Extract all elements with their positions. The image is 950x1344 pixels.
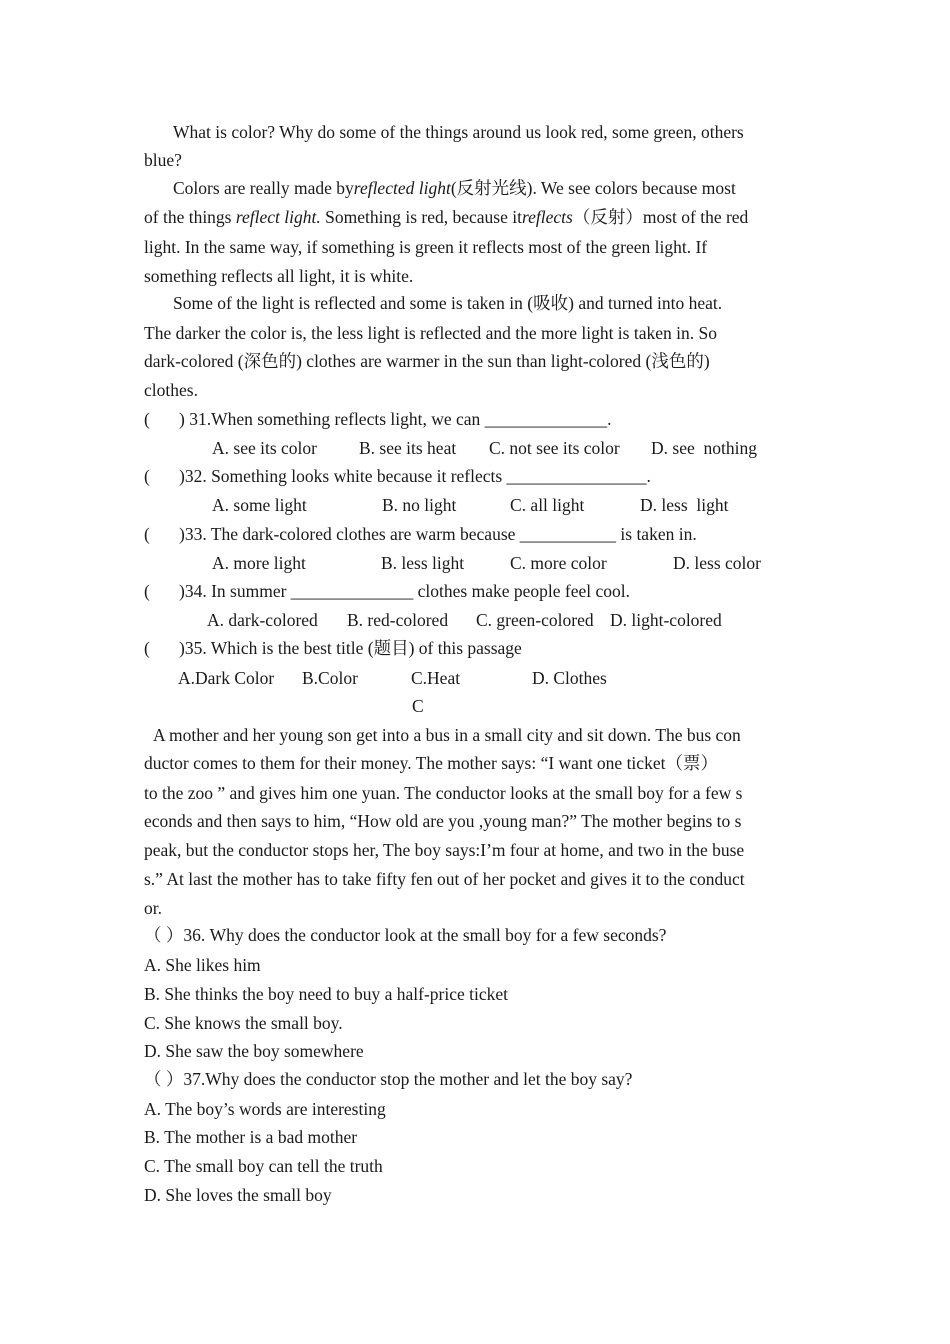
option-a: A. dark-colored	[207, 610, 318, 630]
italic-term: reflected light	[353, 178, 451, 198]
option-b: B. She thinks the boy need to buy a half-price ticket	[144, 984, 509, 1004]
option-a: A. She likes him	[144, 955, 261, 975]
option-d: D. see nothing	[651, 438, 757, 458]
option-a: A. more light	[212, 553, 306, 573]
option-c: C. She knows the small boy.	[144, 1013, 343, 1033]
passage-line: clothes.	[144, 380, 198, 400]
passage-line: light. In the same way, if something is green it reflects most of the green light. If	[144, 237, 708, 257]
option-d: D. Clothes	[532, 668, 607, 688]
answer-paren[interactable]: (	[144, 524, 150, 544]
passage-line	[144, 209, 748, 227]
passage-line: or.	[144, 898, 162, 918]
answer-paren[interactable]: (	[144, 638, 150, 658]
passage-line: dark-colored (深色的) clothes are warmer in the sun than light-colored (浅色的)	[144, 351, 710, 371]
answer-paren[interactable]: (	[144, 466, 150, 486]
question-text: （ ）36. Why does the conductor look at the small boy for a few seconds?	[144, 925, 667, 945]
option-b: B. no light	[382, 495, 457, 515]
question-text: )33. The dark-colored clothes are warm because ___________ is taken in.	[179, 524, 697, 544]
option-a: A. see its color	[212, 438, 317, 458]
text-run: of the things	[144, 207, 236, 227]
question-text: )35. Which is the best title (题目) of this passage	[179, 638, 522, 658]
option-b: B.Color	[302, 668, 358, 688]
text-run: （反射）most of the red	[572, 207, 749, 227]
italic-term: reflect light.	[235, 207, 321, 227]
passage-line: ductor comes to them for their money. The mother says: “I want one ticket（票）	[144, 753, 718, 773]
option-d: D. less light	[640, 495, 729, 515]
option-b: B. red-colored	[347, 610, 449, 630]
passage-line: econds and then says to him, “How old are you ,young man?” The mother begins to s	[144, 811, 742, 831]
passage-line: blue?	[144, 150, 182, 170]
option-a: A. some light	[212, 495, 307, 515]
passage-line: Some of the light is reflected and some is taken in (吸收) and turned into heat.	[173, 293, 723, 313]
text-run: (反射光线). We see colors because most	[450, 178, 736, 198]
option-b: B. The mother is a bad mother	[144, 1127, 358, 1147]
question-text: )34. In summer ______________ clothes make people feel cool.	[179, 581, 631, 601]
question-text: （ ）37.Why does the conductor stop the mother and let the boy say?	[144, 1069, 633, 1089]
option-d: D. She loves the small boy	[144, 1185, 332, 1205]
passage-line: s.” At last the mother has to take fifty fen out of her pocket and gives it to the conduct	[144, 869, 745, 889]
option-c: C. The small boy can tell the truth	[144, 1156, 383, 1176]
passage-line	[173, 180, 736, 198]
passage-line: to the zoo ” and gives him one yuan. The conductor looks at the small boy for a few s	[144, 783, 743, 803]
option-c: C. green-colored	[476, 610, 594, 630]
option-c: C. all light	[510, 495, 585, 515]
passage-line: The darker the color is, the less light is reflected and the more light is taken in. So	[144, 323, 717, 343]
italic-term: reflects	[521, 207, 573, 227]
answer-paren[interactable]: (	[144, 581, 150, 601]
option-b: B. less light	[381, 553, 465, 573]
option-a: A. The boy’s words are interesting	[144, 1099, 386, 1119]
passage-line: What is color? Why do some of the things around us look red, some green, others	[173, 122, 744, 142]
option-d: D. less color	[673, 553, 761, 573]
text-run: Something is red, because it	[320, 207, 522, 227]
question-text: ) 31.When something reflects light, we can ______________.	[179, 409, 612, 429]
text-run: Colors are really made by	[173, 178, 354, 198]
passage-line: something reflects all light, it is white.	[144, 266, 414, 286]
option-c: C. more color	[510, 553, 607, 573]
option-b: B. see its heat	[359, 438, 457, 458]
passage-line: A mother and her young son get into a bus in a small city and sit down. The bus con	[153, 725, 741, 745]
option-c: C. not see its color	[489, 438, 620, 458]
option-a: A.Dark Color	[178, 668, 275, 688]
section-heading: C	[412, 696, 424, 716]
answer-paren[interactable]: (	[144, 409, 150, 429]
option-d: D. light-colored	[610, 610, 722, 630]
option-c: C.Heat	[411, 668, 461, 688]
question-text: )32. Something looks white because it reflects ________________.	[179, 466, 651, 486]
passage-line: peak, but the conductor stops her, The boy says:I’m four at home, and two in the buse	[144, 840, 745, 860]
option-d: D. She saw the boy somewhere	[144, 1041, 364, 1061]
